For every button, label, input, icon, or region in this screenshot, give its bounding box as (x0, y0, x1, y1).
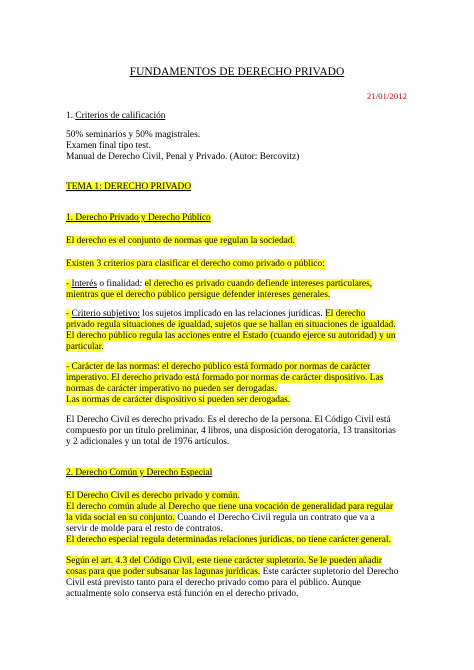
supplementary-line-2-highlight: cosas para que poder subsanar las lagunas jurídicas. (66, 567, 261, 577)
criterion-2-line-4-text: particular. (66, 342, 104, 352)
criterion-3-line-1-text: - Carácter de las normas: el derecho público está formado por normas de carácter (66, 362, 371, 372)
common-law-line-1-text: El Derecho Civil es derecho privado y común. (66, 491, 240, 501)
criterion-2-line-3 (66, 331, 396, 342)
criterion-2-line-2-text: privado regula situaciones de igualdad, sujetos que se hallan en situaciones de igualdad. (66, 320, 396, 330)
document-title: FUNDAMENTOS DE DERECHO PRIVADO (129, 66, 345, 78)
subsection-1-heading (66, 213, 211, 224)
criterion-2-prefix: - (66, 309, 72, 319)
grading-line-1: 50% seminarios y 50% magistrales. (66, 130, 201, 140)
criterion-2-line-4 (66, 342, 104, 353)
criterion-3-line-4 (66, 395, 290, 406)
common-law-line-4: servir de molde para el resto de contratos. (66, 524, 223, 534)
supplementary-line-2 (66, 567, 398, 578)
common-law-line-3 (66, 513, 375, 524)
common-law-line-3-highlight: la vida social en su conjunto. (66, 513, 175, 523)
criterion-1-line-2 (66, 290, 330, 301)
criterion-1-line-2-text: mientras que el derecho público persigue defender intereses generales. (66, 290, 331, 300)
supplementary-line-1-text: Según el art. 4.3 del Código Civil, este tiene carácter supletorio. Se le pueden añadir (66, 556, 383, 566)
paragraph-definition-text: El derecho es el conjunto de normas que regulan la sociedad. (66, 236, 295, 246)
criterion-2-line-1 (66, 309, 365, 320)
subsection-2-heading (66, 468, 212, 479)
supplementary-line-2-plain: Este carácter supletorio del Derecho (260, 567, 399, 577)
common-law-line-1 (66, 491, 240, 502)
section-1-heading-text: Criterios de calificación (75, 111, 166, 121)
supplementary-line-4: actualmente solo conserva está función en el derecho privado. (66, 589, 299, 599)
subsection-2-heading-text: 2. Derecho Común y Derecho Especial (66, 468, 213, 478)
criterion-1-rest: el derecho es privado cuando defiende intereses particulares, (144, 279, 373, 289)
section-1-heading (66, 111, 165, 122)
common-law-line-2 (66, 502, 393, 513)
subsection-1-heading-text: 1. Derecho Privado y Derecho Público (66, 213, 211, 223)
section-1-number: 1. (66, 111, 76, 121)
supplementary-line-1 (66, 556, 382, 567)
paragraph-definition (66, 236, 295, 247)
grading-line-2: Examen final tipo test. (66, 141, 151, 151)
criterion-2-line-2 (66, 320, 396, 331)
paragraph-criteria-intro (66, 259, 325, 270)
tema-1-heading-text: TEMA 1: DERECHO PRIVADO (66, 182, 192, 192)
criterion-1-label: Interés (71, 279, 97, 289)
criterion-3-line-3-text: normas de carácter imperativo no pueden ser derogadas. (66, 384, 277, 394)
criterion-3-line-4-text: Las normas de carácter dispositivo si pueden ser derogadas. (66, 395, 291, 405)
criterion-3-line-3 (66, 384, 277, 395)
criterion-2-label: Criterio subjetivo: (71, 309, 140, 319)
criterion-2-mid: los sujetos implicado en las relaciones jurídicas. (139, 309, 326, 319)
criterion-3-line-2-text: imperativo. El derecho privado está formado por normas de carácter dispositivo. Las (66, 373, 384, 383)
civil-law-line-3: y 2 adicionales y un total de 1976 artículos. (66, 437, 230, 447)
civil-law-line-2: compuesto por un título preliminar, 4 libros, una disposición derogatoria, 13 transitorias (66, 426, 396, 436)
grading-line-3: Manual de Derecho Civil, Penal y Privado. (Autor: Bercovitz) (66, 152, 300, 162)
criterion-1-prefix: - (66, 279, 72, 289)
criterion-2-rest: El derecho (325, 309, 366, 319)
common-law-line-5-text: El derecho especial regula determinadas relaciones jurídicas, no tiene carácter general. (66, 535, 391, 545)
criterion-3-line-2 (66, 373, 383, 384)
criterion-1-line-1 (66, 279, 372, 290)
criterion-2-line-3-text: El derecho público regula las acciones entre el Estado (cuando ejerce su autoridad) y un (66, 331, 396, 341)
common-law-line-2-text: El derecho común alude al Derecho que tiene una vocación de generalidad para regular (66, 502, 394, 512)
supplementary-line-3: Civil está previsto tanto para el derecho privado como para el público. Aunque (66, 578, 361, 588)
tema-1-heading (66, 182, 191, 193)
criterion-3-line-1 (66, 362, 370, 373)
common-law-line-5 (66, 535, 391, 546)
document-date: 21/01/2012 (366, 91, 407, 101)
civil-law-line-1: El Derecho Civil es derecho privado. Es el derecho de la persona. El Código Civil está (66, 415, 391, 425)
paragraph-criteria-intro-text: Existen 3 criterios para clasificar el derecho como privado o público: (66, 259, 325, 269)
criterion-1-mid: o finalidad: (96, 279, 145, 289)
common-law-line-3-plain: Cuando el Derecho Civil regula un contrato que va a (174, 513, 375, 523)
